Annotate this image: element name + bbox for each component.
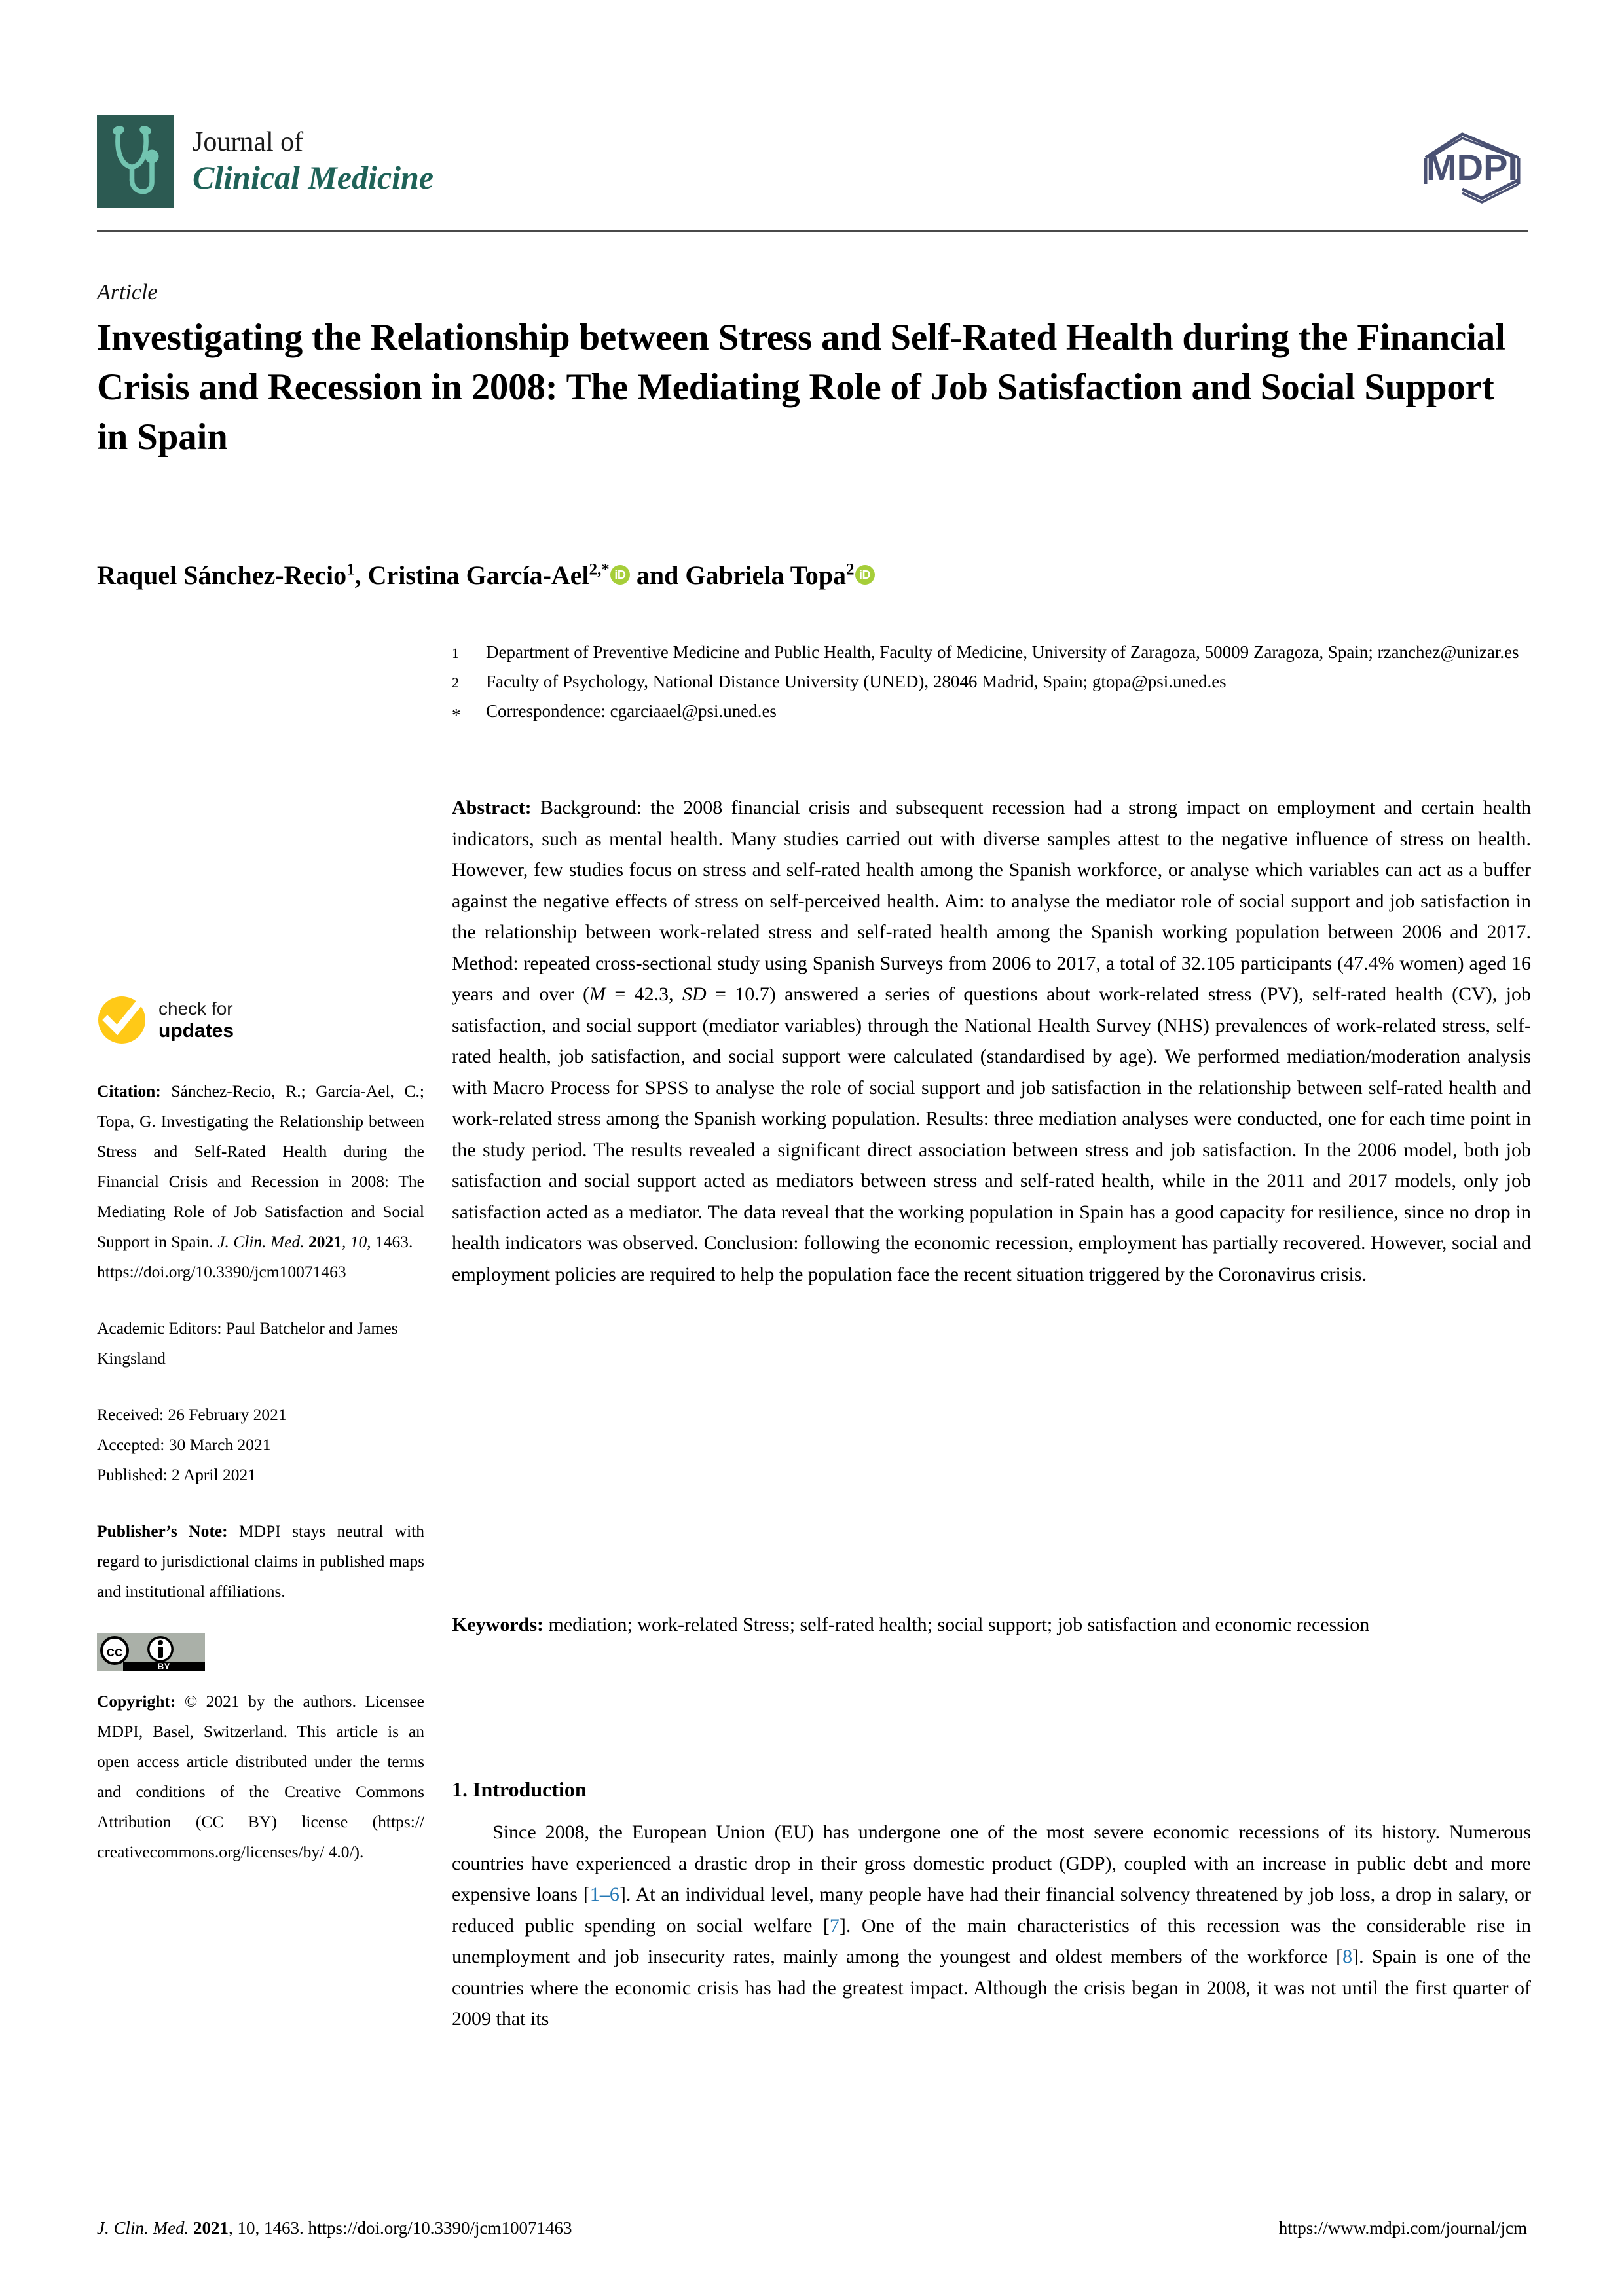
check-for-updates-line1: check for [158, 998, 233, 1019]
correspondence-text: Correspondence: cgarciaael@psi.uned.es [486, 701, 777, 721]
abstract-sd-value: = 10.7 [706, 983, 769, 1005]
affiliation-mark: 1 [452, 645, 459, 661]
citation-ref[interactable]: 8 [1342, 1946, 1353, 1967]
publishers-note-text: MDPI stays neutral with regard to jurisdictional claims in published maps and institutional affiliations. [97, 1522, 424, 1601]
keywords-label: Keywords: [452, 1614, 544, 1635]
author-affil-mark: 1 [346, 560, 355, 579]
citation-text: Sánchez-Recio, R.; García-Ael, C.; Topa, G. Investigating the Relationship between Stress and Self-Rated Health during the Financial Crisis and Recession in 2008: The Mediating Role of Job Satisfaction and Social Support in Spain. [97, 1082, 424, 1251]
journal-logo-line2: Clinical Medicine [193, 159, 434, 196]
intro-text-4: ]. Spain is one of the countries where the economic crisis has had the greatest impact. Although the crisis began in 2008, it was not until the first quarter of 2009 that its [452, 1946, 1531, 2030]
abstract-part1: Background: the 2008 financial crisis and subsequent recession had a strong impact on employment and certain health indicators, such as mental health. Many studies carried out with diverse samples attest to the negative influence of stress on health. However, few studies focus on stress and self-rated health among the Spanish workforce, or analyse which variables can act as a buffer against the negative effects of stress on self-perceived health. Aim: to analyse the mediator role of social support and job satisfaction in the relationship between work-related stress and self-rated health among the Spanish working population between 2006 and 2017. Method: repeated cross-sectional study using Spanish Surveys from 2006 to 2017, a total of 32.105 participants (47.4% women) aged 16 years and over ( [452, 797, 1531, 1005]
citation-ref[interactable]: 1–6 [589, 1884, 619, 1905]
check-for-updates-line2: updates [158, 1020, 234, 1042]
page-header [97, 115, 1528, 229]
copyright-text: © 2021 by the authors. Licensee MDPI, Basel, Switzerland. This article is an open access article distributed under the terms and conditions of the Creative Commons Attribution (CC BY) license (https:// creativecommons.org/licenses/by/ 4.0/). [97, 1692, 424, 1861]
intro-text-1: Since 2008, the European Union (EU) has undergone one of the most severe economic recessions of its history. Numerous countries have experienced a drastic drop in their gross domestic product (GDP), coupled with an increase in public debt and more expensive loans [ [452, 1821, 1531, 1905]
intro-text-3: ]. One of the main characteristics of this recession was the considerable rise in unemployment and job insecurity rates, mainly among the youngest and oldest members of the workforce [ [452, 1914, 1532, 1967]
stethoscope-icon [97, 115, 174, 208]
citation-ref[interactable]: 7 [829, 1914, 840, 1937]
abstract-mean-value: = 42.3, [605, 983, 682, 1005]
check-for-updates-badge[interactable] [97, 995, 424, 1045]
orcid-icon[interactable]: iD [610, 565, 630, 585]
publishers-note-label: Publisher’s Note: [97, 1522, 228, 1540]
journal-logo-line1: Journal of [193, 127, 304, 157]
footer-citation-rest: , 10, 1463. https://doi.org/10.3390/jcm10071463 [228, 2218, 572, 2238]
sidebar [97, 995, 424, 1893]
citation-label: Citation: [97, 1082, 161, 1101]
publishers-note [97, 1516, 424, 1607]
citation-block [97, 1076, 424, 1287]
citation-journal: J. Clin. Med. [217, 1232, 304, 1251]
article-type-label: Article [97, 280, 158, 304]
publication-dates [97, 1400, 424, 1490]
affiliation-list [452, 638, 1531, 729]
abstract-sd-symbol: SD [682, 983, 707, 1005]
citation-volume: , 10 [342, 1232, 367, 1251]
received-date: Received: 26 February 2021 [97, 1405, 287, 1424]
published-date: Published: 2 April 2021 [97, 1465, 256, 1484]
abstract [452, 792, 1531, 1290]
cc-by-license-icon[interactable] [97, 1633, 205, 1671]
mdpi-logo[interactable] [1416, 120, 1528, 204]
intro-text-2: ]. At an individual level, many people have had their financial solvency threatened by job loss, a drop in salary, or reduced public spending on social welfare [ [452, 1884, 1531, 1937]
accepted-date: Accepted: 30 March 2021 [97, 1435, 271, 1454]
affiliation-mark: 2 [452, 674, 459, 691]
footer-journal-url[interactable]: https://www.mdpi.com/journal/jcm [1278, 2218, 1527, 2238]
copyright-block [97, 1686, 424, 1867]
author-affil-mark: 2 [846, 560, 855, 579]
page-title: Investigating the Relationship between Stress and Self-Rated Health during the Financial Crisis and Recession in 2008: The Mediating Role of Job Satisfaction and Social Support in Spain [97, 317, 1505, 458]
academic-editors: Academic Editors: Paul Batchelor and James Kingsland [97, 1319, 398, 1368]
abstract-part2: ) answered a series of questions about work-related stress (PV), self-rated health (CV), job satisfaction, and social support (mediator variables) through the National Health Survey (NHS) prevalences of work-related stress, self-rated health, job satisfaction, and social support were calculated (standardised by age). We performed mediation/moderation analysis with Macro Process for SPSS to analyse the role of social support and job satisfaction in the relationship between self-rated health and work-related stress among the Spanish working population. Results: three mediation analyses were conducted, one for each time point in the study period. The results revealed a significant direct association between stress and job satisfaction. In the 2006 model, both job satisfaction and social support acted as mediators between stress and self-rated health, while in the 2011 and 2017 models, only job satisfaction acted as a mediator. The data reveal that the working population in Spain has a good capacity for resilience, since no drop in health indicators was observed. Conclusion: following the economic recession, employment has partially recovered. However, social and employment policies are required to help the population face the recent situation triggered by the Coronavirus crisis. [452, 983, 1531, 1285]
footer-year: 2021 [189, 2218, 229, 2238]
section-body-introduction [452, 1817, 1531, 2035]
footer-journal: J. Clin. Med. [97, 2218, 189, 2238]
mdpi-logo-text: MDPI [1426, 147, 1518, 188]
abstract-mean-symbol: M [589, 983, 606, 1005]
affiliation-item [452, 668, 1531, 697]
check-circle-icon [97, 995, 147, 1045]
author-separator: , [354, 560, 368, 590]
author-separator: and [629, 560, 686, 590]
header-divider [97, 230, 1528, 232]
cc-by-label: BY [157, 1661, 170, 1671]
abstract-label: Abstract: [452, 797, 532, 818]
author-list [97, 560, 1531, 591]
keywords [452, 1609, 1531, 1641]
footer-citation [97, 2218, 572, 2238]
citation-year: 2021 [304, 1232, 342, 1251]
svg-text:cc: cc [106, 1643, 123, 1660]
author-name: Gabriela Topa [685, 560, 847, 590]
affiliation-text: Department of Preventive Medicine and Public Health, Faculty of Medicine, University of Zaragoza, 50009 Zaragoza, Spain; rzanchez@unizar.es [486, 642, 1519, 662]
author-affil-mark: 2,* [589, 560, 610, 579]
orcid-icon[interactable]: iD [855, 565, 875, 585]
copyright-label: Copyright: [97, 1692, 176, 1711]
section-heading-introduction: 1. Introduction [452, 1777, 587, 1801]
correspondence-mark: * [452, 705, 461, 725]
author-name: Cristina García-Ael [367, 560, 589, 590]
affiliation-item [452, 697, 1531, 729]
citation-doi-link[interactable]: https://doi.org/10.3390/jcm10071463 [97, 1262, 346, 1281]
citation-pages: , 1463. [367, 1232, 413, 1251]
affiliation-item [452, 638, 1531, 667]
keywords-text: mediation; work-related Stress; self-rated health; social support; job satisfaction and economic recession [543, 1614, 1370, 1635]
affiliation-text: Faculty of Psychology, National Distance University (UNED), 28046 Madrid, Spain; gtopa@psi.uned.es [486, 672, 1227, 691]
journal-logo[interactable] [97, 115, 434, 208]
author-name: Raquel Sánchez-Recio [97, 560, 347, 590]
